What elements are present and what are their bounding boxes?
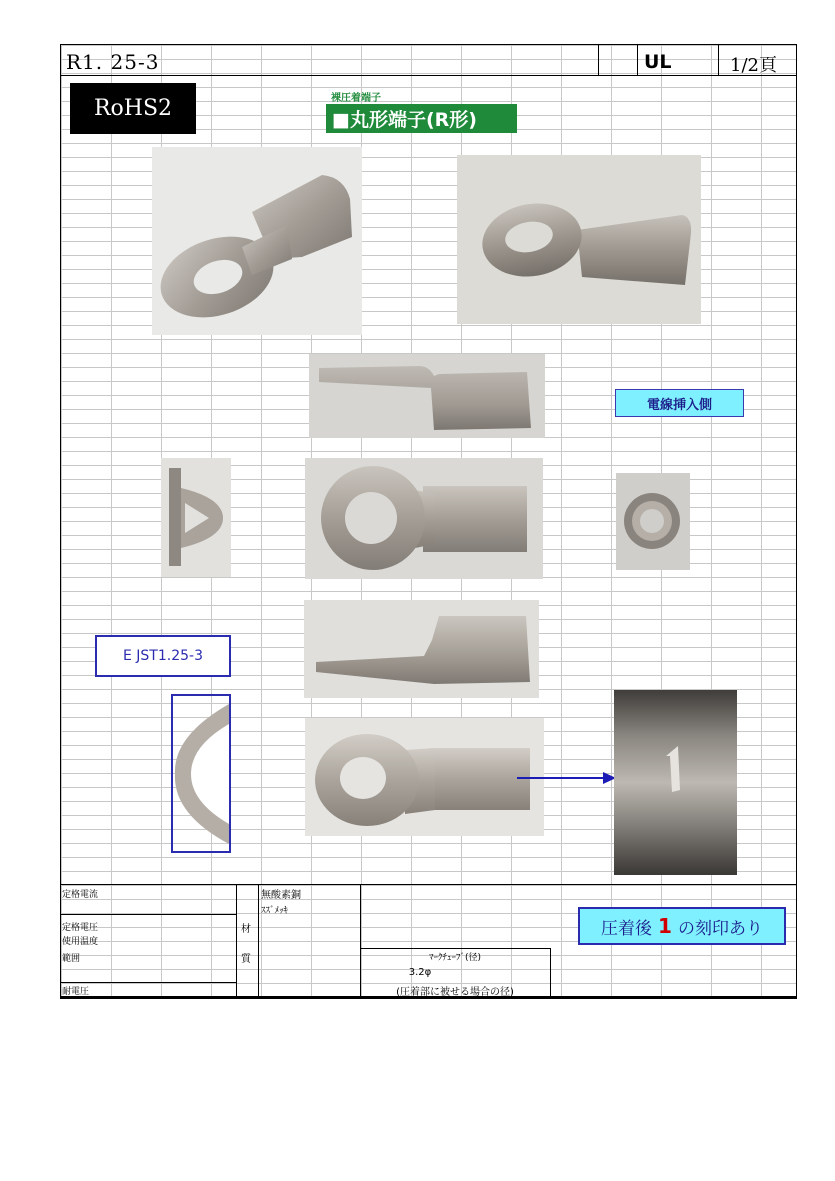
rated-current-label: 定格電流 <box>62 890 99 900</box>
photo-side-bottom <box>304 600 539 698</box>
operating-temp-label: 使用温度 <box>62 937 99 947</box>
range-label: 範囲 <box>62 954 81 964</box>
arrow-icon <box>515 769 617 789</box>
rated-voltage-label: 定格電圧 <box>62 923 99 933</box>
material-char-2: 質 <box>241 954 251 965</box>
category-banner: ■丸形端子(R形) <box>326 104 517 133</box>
engraving-closeup-frame <box>171 694 231 853</box>
subcategory-label: 裸圧着端子 <box>331 93 381 104</box>
crimp-mark-suffix: の刻印あり <box>677 918 763 939</box>
engraving-code-label: E JST1.25-3 <box>95 635 231 677</box>
photo-side-top <box>309 354 545 438</box>
rohs-badge: RoHS2 <box>70 83 196 134</box>
wire-insertion-side-label: 電線挿入側 <box>615 389 744 417</box>
crimp-mark-number: 1 <box>658 914 672 938</box>
marker-tube-note: (圧着部に被せる場合の径) <box>396 987 514 998</box>
page-number: 1/2頁 <box>730 55 777 76</box>
part-code: R1. 25-3 <box>66 50 160 74</box>
plating-value: ｽｽﾞﾒｯｷ <box>261 906 289 916</box>
photo-top-view <box>305 458 543 579</box>
header-divider-v1 <box>598 44 599 76</box>
header-divider-v2 <box>637 44 638 76</box>
photo-front-edge <box>161 458 231 577</box>
header-divider <box>60 75 797 76</box>
marker-tube-value: 3.2φ <box>408 967 432 978</box>
photo-perspective-left <box>152 147 362 335</box>
material-value: 無酸素銅 <box>261 890 301 901</box>
withstand-voltage-label: 耐電圧 <box>62 987 90 997</box>
spec-table <box>60 884 797 999</box>
crimp-mark-prefix: 圧着後 <box>601 918 653 939</box>
photo-mark-closeup <box>614 690 737 875</box>
photo-perspective-right <box>457 155 701 324</box>
photo-engraved-terminal <box>305 718 544 836</box>
material-char-1: 材 <box>241 924 251 935</box>
photo-barrel-end <box>616 473 690 570</box>
standard-label: UL <box>644 51 672 73</box>
header-divider-v3 <box>718 44 719 76</box>
marker-tube-header: ﾏｰｸﾁｭｰﾌﾞ(径) <box>428 953 482 963</box>
